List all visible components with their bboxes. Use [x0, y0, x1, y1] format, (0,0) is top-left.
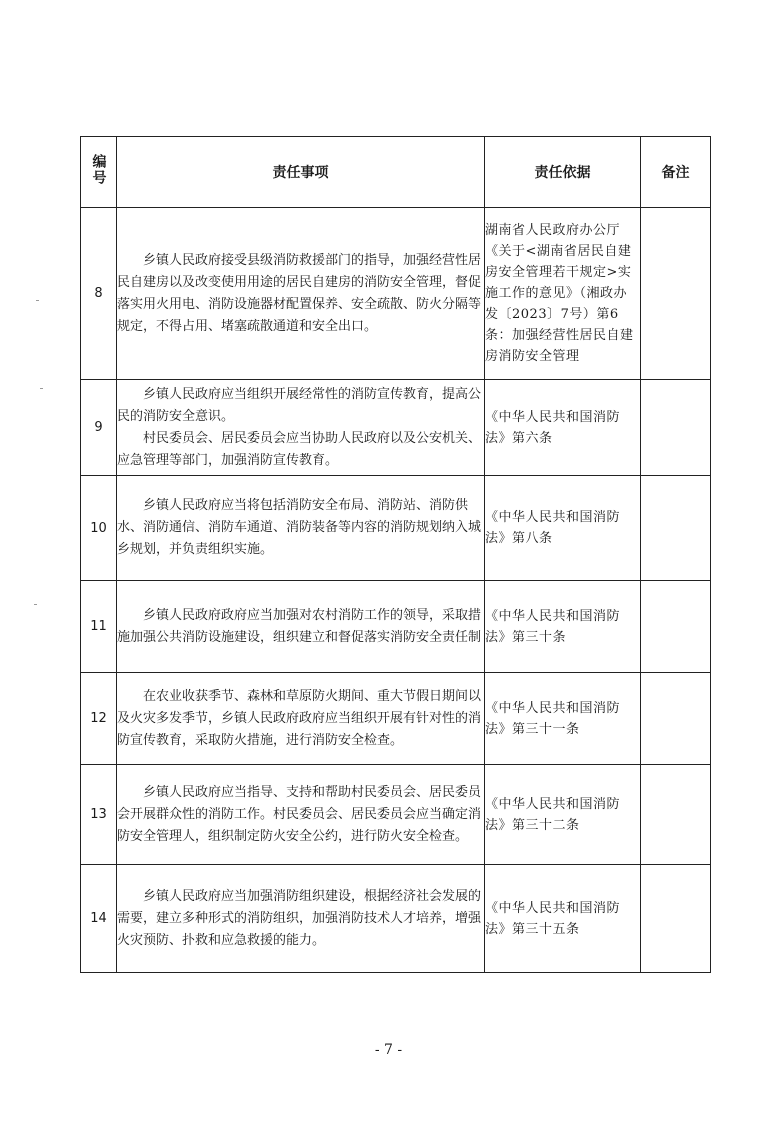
header-note: 备注: [641, 137, 711, 208]
row-note: [641, 380, 711, 476]
table-row: [81, 581, 711, 673]
row-matter: [117, 380, 485, 476]
table-row: [81, 865, 711, 973]
row-basis: 湖南省人民政府办公厅《关于<湖南省居民自建房安全管理若干规定>实施工作的意见》（湘政办发〔2023〕7号）第6条：加强经营性居民自建房消防安全管理: [485, 208, 641, 380]
header-responsibility-basis: 责任依据: [485, 137, 641, 208]
matter-paragraph: 乡镇人民政府应当组织开展经常性的消防宣传教育，提高公民的消防安全意识。: [117, 386, 482, 424]
page-number: - 7 -: [374, 1042, 403, 1058]
matter-paragraph: 乡镇人民政府接受县级消防救援部门的指导，加强经营性居民自建房以及改变使用用途的居民自建房的消防安全管理，督促落实用火用电、消防设施器材配置保养、安全疏散、防火分隔等规定，不得占用、堵塞疏散通道和安全出口。: [117, 252, 482, 334]
header-responsibility-matter: 责任事项: [117, 137, 485, 208]
row-note: [641, 208, 711, 380]
row-number: 9: [81, 380, 117, 476]
matter-paragraph: 村民委员会、居民委员会应当协助人民政府以及公安机关、应急管理等部门，加强消防宣传教育。: [117, 430, 482, 468]
matter-paragraph: 乡镇人民政府政府应当加强对农村消防工作的领导，采取措施加强公共消防设施建设，组织建立和督促落实消防安全责任制: [117, 607, 482, 645]
matter-paragraph: 乡镇人民政府应当指导、支持和帮助村民委员会、居民委员会开展群众性的消防工作。村民委员会、居民委员会应当确定消防安全管理人，组织制定防火安全公约，进行防火安全检查。: [117, 784, 482, 844]
header-number: 编号: [81, 137, 117, 208]
row-basis: 《中华人民共和国消防法》第八条: [485, 476, 641, 581]
row-basis: 《中华人民共和国消防法》第三十一条: [485, 673, 641, 765]
row-matter: [117, 476, 485, 581]
row-note: [641, 673, 711, 765]
row-basis: 《中华人民共和国消防法》第三十条: [485, 581, 641, 673]
responsibility-table: [80, 136, 711, 973]
matter-paragraph: 在农业收获季节、森林和草原防火期间、重大节假日期间以及火灾多发季节，乡镇人民政府政府应当组织开展有针对性的消防宣传教育，采取防火措施，进行消防安全检查。: [117, 688, 482, 748]
row-note: [641, 581, 711, 673]
table-row: [81, 765, 711, 865]
row-number: 8: [81, 208, 117, 380]
table-header-row: [81, 137, 711, 208]
row-note: [641, 476, 711, 581]
row-matter: [117, 208, 485, 380]
row-number: 11: [81, 581, 117, 673]
table-row: [81, 208, 711, 380]
scan-speck: [34, 604, 37, 605]
row-number: 10: [81, 476, 117, 581]
row-basis: 《中华人民共和国消防法》第三十二条: [485, 765, 641, 865]
row-number: 12: [81, 673, 117, 765]
row-matter: [117, 765, 485, 865]
scan-speck: [36, 300, 39, 301]
row-number: 14: [81, 865, 117, 973]
table-row: [81, 476, 711, 581]
matter-paragraph: 乡镇人民政府应当将包括消防安全布局、消防站、消防供水、消防通信、消防车通道、消防装备等内容的消防规划纳入城乡规划，并负责组织实施。: [117, 498, 482, 557]
row-matter: [117, 581, 485, 673]
table-row: [81, 380, 711, 476]
scan-speck: [40, 388, 43, 389]
row-basis: 《中华人民共和国消防法》第六条: [485, 380, 641, 476]
row-note: [641, 765, 711, 865]
row-note: [641, 865, 711, 973]
row-number: 13: [81, 765, 117, 865]
table-row: [81, 673, 711, 765]
row-basis: 《中华人民共和国消防法》第三十五条: [485, 865, 641, 973]
row-matter: [117, 865, 485, 973]
row-matter: [117, 673, 485, 765]
matter-paragraph: 乡镇人民政府应当加强消防组织建设，根据经济社会发展的需要，建立多种形式的消防组织，加强消防技术人才培养，增强火灾预防、扑救和应急救援的能力。: [117, 888, 482, 948]
